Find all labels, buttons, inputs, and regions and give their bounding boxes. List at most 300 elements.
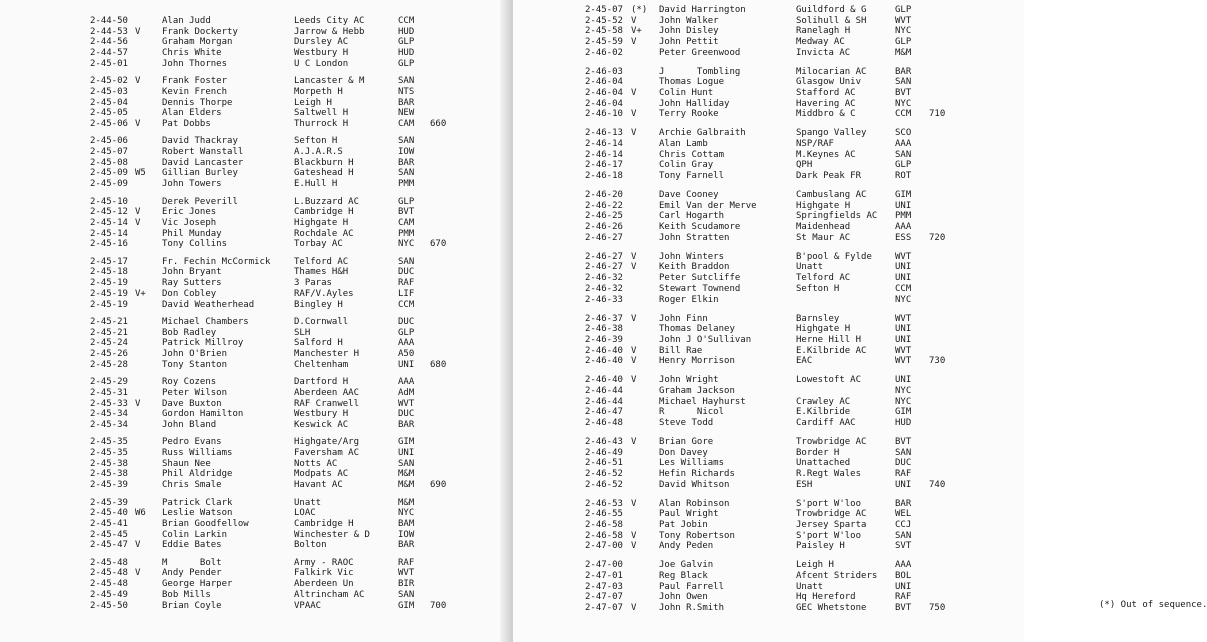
result-name: Phil Munday [162,228,222,239]
result-time: 2-46-25 [585,211,623,222]
result-time: 2-45-45 [90,529,128,540]
result-name: John Finn [659,313,708,324]
result-code: SAN [895,77,912,88]
result-row [585,139,985,150]
result-name: John Pettit [659,37,719,48]
entry-block [90,498,490,551]
result-code: GLP [895,5,912,15]
result-club: Herne Hill H [796,334,862,345]
result-name: Patrick Millroy [162,338,244,349]
result-note: V [631,375,637,386]
result-code: RAF [895,468,912,479]
result-note: V [631,541,637,552]
entry-block [90,76,490,129]
result-row [90,278,490,289]
result-time: 2-45-35 [90,448,128,459]
result-time: 2-45-39 [90,480,128,491]
result-code: UNI [895,479,912,490]
result-code: CCM [895,283,912,294]
result-name: Tony Farnell [659,171,725,182]
result-time: 2-46-55 [585,509,623,520]
result-club: R.Regt Wales [796,468,862,479]
result-time: 2-44-56 [90,37,128,48]
result-code: RAF [895,592,912,603]
result-club: Aberdeen Un [294,579,354,590]
result-time: 2-45-08 [90,157,128,168]
result-club: Medway AC [796,37,845,48]
result-name: David Harrington [659,5,746,15]
result-club: Crawley AC [796,396,851,407]
result-club: Leeds City AC [294,16,365,26]
result-name: Henry Morrison [659,356,735,367]
result-note: V [135,217,141,228]
result-club: Trowbridge AC [796,436,867,447]
result-row [90,108,490,119]
result-row [585,418,985,429]
result-name: Gordon Hamilton [162,409,244,420]
result-time: 2-45-19 [90,288,128,299]
result-code: ESS [895,232,912,243]
result-club: Afcent Striders [796,570,878,581]
result-row [585,67,985,78]
result-name: Alan Robinson [659,498,730,509]
result-row [585,150,985,161]
result-code: CCJ [895,519,912,530]
result-club: Cardiff AAC [796,417,856,428]
result-club: GEC Whetstone [796,603,867,614]
result-code: BIR [398,579,415,590]
result-name: Keith Braddon [659,262,730,273]
result-club: SLH [294,327,311,338]
result-club: Cheltenham [294,359,349,370]
result-code: UNI [895,273,912,284]
result-pos: 700 [430,600,447,611]
result-code: PMM [398,179,415,190]
result-time: 2-45-05 [90,108,128,119]
entry-block [585,67,985,120]
result-time: 2-45-09 [90,179,128,190]
result-name: R Nicol [659,407,725,418]
result-club: ESH [796,479,813,490]
result-code: BVT [895,603,912,614]
result-name: John Owen [659,592,708,603]
result-row [585,201,985,212]
result-code: M&M [398,480,415,491]
result-code: HUD [895,417,912,428]
result-time: 2-46-58 [585,519,623,530]
result-row [585,211,985,222]
result-name: Paul Wright [659,509,719,520]
entry-block [90,377,490,430]
result-time: 2-46-14 [585,149,623,160]
result-time: 2-45-48 [90,579,128,590]
result-code: GIM [398,437,415,448]
result-time: 2-45-14 [90,217,128,228]
result-row [585,437,985,448]
result-row [585,582,985,593]
result-club: Westbury H [294,409,349,420]
result-code: CCM [895,109,912,120]
result-note: V [631,345,637,356]
result-row [585,88,985,99]
result-name: Hefin Richards [659,468,735,479]
result-name: Bob Mills [162,589,211,600]
result-club: Thames H&H [294,267,349,278]
result-row [585,509,985,520]
result-time: 2-45-31 [90,387,128,398]
result-code: GLP [398,327,415,338]
result-note: V+ [631,26,642,37]
result-note: W5 [135,168,146,179]
result-club: Thurrock H [294,118,349,129]
result-time: 2-46-13 [585,128,623,139]
result-row [90,568,490,579]
result-time: 2-46-40 [585,345,623,356]
result-club: Rochdale AC [294,228,354,239]
result-time: 2-45-10 [90,196,128,207]
result-name: Pat Dobbs [162,118,211,129]
result-club: Aberdeen AAC [294,387,360,398]
result-club: A.J.A.R.S [294,147,343,158]
result-name: Carl Hogarth [659,211,725,222]
result-time: 2-45-34 [90,409,128,420]
result-code: SAN [398,458,415,469]
result-code: AAA [398,338,415,349]
entry-block [585,375,985,428]
result-name: Derek Peverill [162,196,238,207]
result-pos: 680 [430,359,447,370]
result-club: Faversham AC [294,448,360,459]
result-row [90,27,490,38]
result-code: NYC [895,26,912,37]
result-note: W6 [135,508,146,519]
result-row [585,77,985,88]
result-time: 2-45-58 [585,26,623,37]
result-note: V [631,251,637,262]
result-time: 2-46-52 [585,479,623,490]
result-time: 2-47-07 [585,603,623,614]
result-code: PMM [895,211,912,222]
result-time: 2-46-44 [585,385,623,396]
result-club: Highgate H [294,217,349,228]
result-time: 2-46-04 [585,88,623,99]
result-code: SVT [895,541,912,552]
result-row [585,499,985,510]
result-name: Colin Larkin [162,529,228,540]
result-row [90,197,490,208]
result-row [585,520,985,531]
result-time: 2-46-58 [585,530,623,541]
result-code: PMM [398,228,415,239]
result-row [585,109,985,120]
result-name: Phil Aldridge [162,469,233,480]
result-club: Barnsley [796,313,840,324]
result-name: John Bryant [162,267,222,278]
result-name: John J O'Sullivan [659,334,752,345]
result-time: 2-46-18 [585,171,623,182]
result-time: 2-45-52 [585,15,623,26]
result-time: 2-46-04 [585,77,623,88]
result-row [90,229,490,240]
result-code: HUD [398,48,415,59]
result-code: BVT [895,88,912,99]
result-club: Highgate/Arg [294,437,360,448]
result-row [90,207,490,218]
result-time: 2-46-03 [585,66,623,77]
result-club: NSP/RAF [796,139,834,150]
result-name: Shaun Nee [162,458,211,469]
entry-block [90,317,490,370]
result-name: John Wright [659,375,719,386]
result-note: V [631,603,637,614]
result-name: Don Cobley [162,288,217,299]
result-row [90,480,490,491]
entry-block [585,314,985,367]
result-name: Vic Joseph [162,217,217,228]
result-time: 2-46-33 [585,294,623,305]
result-name: Dennis Thorpe [162,97,233,108]
result-code: UNI [895,334,912,345]
result-row [585,407,985,418]
result-club: Keswick AC [294,419,349,430]
result-club: Telford AC [796,273,851,284]
result-note: V [135,398,141,409]
result-note: (*) [631,5,648,15]
result-row [585,37,985,48]
result-time: 2-45-01 [90,58,128,69]
result-note: V [631,262,637,273]
result-time: 2-45-39 [90,497,128,508]
result-name: Leslie Watson [162,508,233,519]
result-row [585,295,985,306]
result-name: Bob Radley [162,327,217,338]
result-code: BAR [398,97,415,108]
result-row [585,99,985,110]
result-note: V [135,76,141,87]
result-code: WVT [895,313,912,324]
result-code: GLP [895,37,912,48]
result-name: Frank Foster [162,76,228,87]
result-time: 2-45-07 [90,147,128,158]
result-time: 2-45-26 [90,349,128,360]
result-note: V [135,118,141,129]
result-club: VPAAC [294,600,322,611]
result-club: Altrincham AC [294,589,365,600]
result-code: AdM [398,387,415,398]
result-row [585,16,985,27]
result-club: Cambuslang AC [796,190,867,201]
result-code: NYC [895,396,912,407]
result-club: Sefton H [796,283,840,294]
result-time: 2-45-41 [90,518,128,529]
result-code: BOL [895,570,912,581]
entry-block [585,437,985,490]
result-name: Brian Coyle [162,600,222,611]
result-club: Invicta AC [796,47,851,58]
result-code: SAN [398,76,415,87]
result-club: Glasgow Univ [796,77,862,88]
result-club: Winchester & D [294,529,370,540]
result-row [585,26,985,37]
result-time: 2-46-17 [585,160,623,171]
result-club: Westbury H [294,48,349,59]
result-name: Brian Gore [659,436,714,447]
result-time: 2-47-07 [585,592,623,603]
result-row [90,239,490,250]
result-club: Springfields AC [796,211,878,222]
result-pos: 730 [929,356,946,367]
result-club: Border H [796,447,840,458]
result-note: V+ [135,288,146,299]
right-page [513,0,1207,642]
result-code: SAN [895,149,912,160]
result-code: NYC [398,508,415,519]
result-row [90,420,490,431]
result-row [585,222,985,233]
result-club: Middbro & C [796,109,856,120]
result-name: Gillian Burley [162,168,238,179]
result-row [585,560,985,571]
result-time: 2-45-50 [90,600,128,611]
result-pos: 690 [430,480,447,491]
result-name: Andy Peden [659,541,714,552]
result-code: CAM [398,118,415,129]
result-code: M&M [398,497,415,508]
result-row [585,284,985,295]
result-row [90,48,490,59]
result-row [90,98,490,109]
result-time: 2-46-47 [585,407,623,418]
result-code: BAR [895,66,912,77]
result-row [585,480,985,491]
result-row [585,252,985,263]
result-row [585,386,985,397]
result-code: HUD [398,26,415,37]
result-name: Don Davey [659,447,708,458]
result-time: 2-45-06 [90,136,128,147]
result-row [585,314,985,325]
result-club: Unatt [796,581,824,592]
result-name: John Winters [659,251,725,262]
result-name: Michael Hayhurst [659,396,746,407]
result-code: GLP [398,58,415,69]
result-row [90,409,490,420]
result-club: Bolton [294,540,327,551]
result-code: BAR [895,498,912,509]
result-time: 2-46-44 [585,396,623,407]
result-name: Alan Judd [162,16,211,26]
left-page [0,0,507,642]
result-club: Sefton H [294,136,338,147]
result-name: John Stratten [659,232,730,243]
result-time: 2-46-02 [585,47,623,58]
result-code: GLP [398,196,415,207]
result-time: 2-45-19 [90,299,128,310]
result-name: Tony Collins [162,239,228,250]
result-code: SAN [398,136,415,147]
footnote: (*) Out of sequence. [1099,600,1207,610]
result-row [90,119,490,130]
result-row [90,87,490,98]
result-name: David Weatherhead [162,299,255,310]
result-row [90,399,490,410]
entry-block [90,16,490,69]
result-club: Jersey Sparta [796,519,867,530]
result-time: 2-45-16 [90,239,128,250]
result-time: 2-45-04 [90,97,128,108]
result-name: Reg Black [659,570,708,581]
result-club: Solihull & SH [796,15,867,26]
result-time: 2-45-38 [90,469,128,480]
result-row [585,324,985,335]
result-time: 2-46-20 [585,190,623,201]
result-row [585,458,985,469]
result-code: DUC [895,458,912,469]
result-row [90,37,490,48]
result-name: Michael Chambers [162,317,249,327]
result-name: Graham Morgan [162,37,233,48]
result-club: Blackburn H [294,157,354,168]
result-row [90,540,490,551]
result-name: Robert Wanstall [162,147,244,158]
result-row [90,530,490,541]
result-name: Tony Robertson [659,530,735,541]
result-time: 2-46-39 [585,334,623,345]
result-code: DUC [398,409,415,420]
result-row [585,335,985,346]
result-pos: 660 [430,118,447,129]
result-code: A50 [398,349,415,360]
result-time: 2-45-21 [90,317,128,327]
result-club: QPH [796,160,813,171]
result-code: RAF [398,557,415,568]
result-name: John Towers [162,179,222,190]
result-code: UNI [895,262,912,273]
result-name: Terry Rooke [659,109,719,120]
result-row [90,267,490,278]
result-name: John R.Smith [659,603,725,614]
result-time: 2-46-38 [585,324,623,335]
result-club: Highgate H [796,324,851,335]
result-club: Spango Valley [796,128,867,139]
result-code: SAN [398,256,415,267]
result-time: 2-46-27 [585,232,623,243]
result-name: Keith Scudamore [659,222,741,233]
result-row [90,16,490,27]
result-club: S'port W'loo [796,498,862,509]
result-time: 2-46-32 [585,273,623,284]
result-code: GLP [895,160,912,171]
entry-block [585,499,985,552]
result-row [585,262,985,273]
entry-block [585,128,985,181]
result-code: SAN [398,168,415,179]
result-name: M Bolt [162,557,222,568]
result-club: Morpeth H [294,86,343,97]
result-row [90,328,490,339]
result-name: Les Williams [659,458,725,469]
result-row [90,469,490,480]
entry-block [90,558,490,611]
result-row [585,233,985,244]
result-time: 2-45-34 [90,419,128,430]
result-code: SAN [895,447,912,458]
result-code: WEL [895,509,912,520]
result-code: UNI [895,581,912,592]
result-pos: 720 [929,232,946,243]
result-name: Colin Hunt [659,88,714,99]
result-name: Bill Rae [659,345,703,356]
